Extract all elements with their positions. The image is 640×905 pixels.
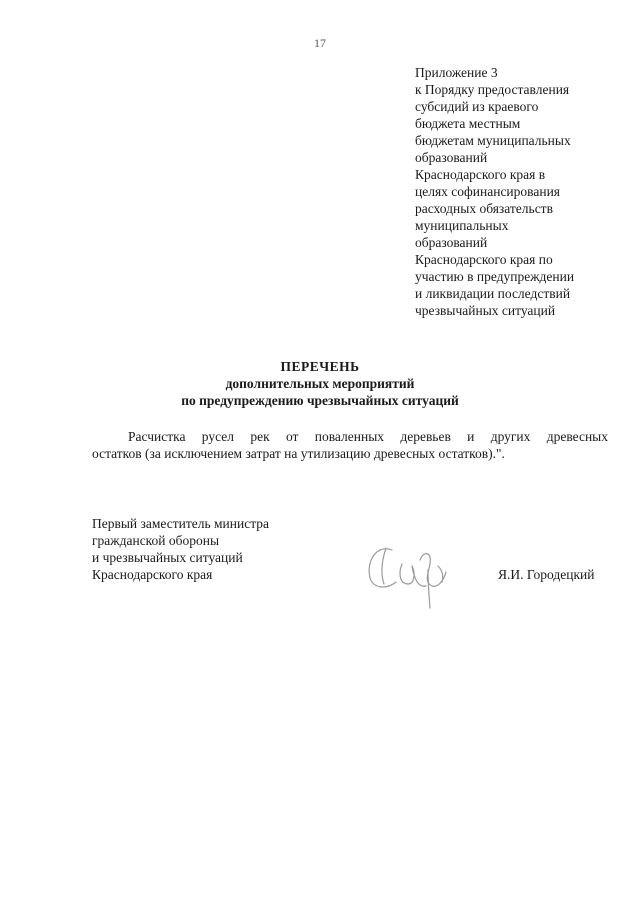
page-number: 17 [314, 36, 326, 50]
body-line: Расчистка русел рек от поваленных деревьев и других древесных [128, 429, 608, 444]
appendix-line: муниципальных [415, 218, 509, 233]
appendix-line: целях софинансирования [415, 184, 561, 199]
appendix-line: бюджетам муниципальных [415, 133, 571, 148]
appendix-line: расходных обязательств [415, 201, 553, 216]
appendix-line: образований [415, 235, 488, 250]
signatory-position [92, 515, 352, 583]
signatory-line: и чрезвычайных ситуаций [92, 550, 243, 565]
appendix-line: Краснодарского края по [415, 252, 553, 267]
appendix-line: образований [415, 150, 488, 165]
document-title [0, 358, 640, 409]
title-main: ПЕРЕЧЕНЬ [280, 359, 360, 374]
appendix-header [415, 64, 620, 319]
body-paragraph [92, 428, 608, 462]
signatory-line: Краснодарского края [92, 567, 213, 582]
appendix-line: и ликвидации последствий [415, 286, 571, 301]
appendix-line: Приложение 3 [415, 65, 498, 80]
body-line: остатков (за исключением затрат на утилизацию древесных остатков).". [92, 446, 505, 461]
signatory-line: Первый заместитель министра [92, 516, 270, 531]
title-subtitle-line: по предупреждению чрезвычайных ситуаций [181, 393, 459, 408]
appendix-line: к Порядку предоставления [415, 82, 570, 97]
appendix-line: субсидий из краевого [415, 99, 539, 114]
signatory-line: гражданской обороны [92, 533, 220, 548]
handwritten-signature [362, 530, 458, 612]
signer-name: Я.И. Городецкий [498, 567, 595, 582]
appendix-line: участию в предупреждении [415, 269, 575, 284]
title-subtitle-line: дополнительных мероприятий [225, 376, 415, 391]
appendix-line: бюджета местным [415, 116, 521, 131]
appendix-line: чрезвычайных ситуаций [415, 303, 556, 318]
appendix-line: Краснодарского края в [415, 167, 546, 182]
